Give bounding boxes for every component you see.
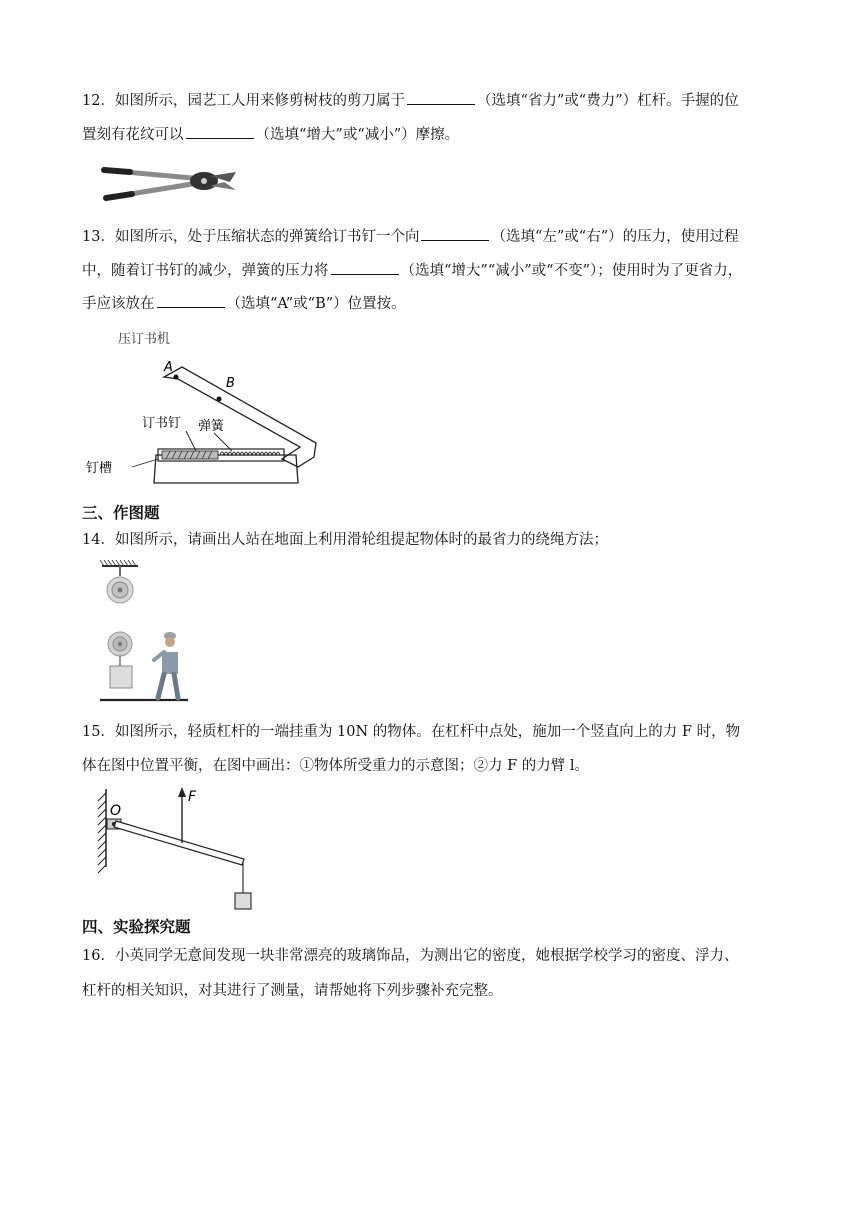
q13-text-3a: 手应该放在 (82, 296, 155, 312)
q12-text-2b: （选填“增大”或“减小”）摩擦。 (255, 127, 460, 143)
stapler-label-a: A (164, 360, 173, 375)
q13-line2 (82, 260, 742, 281)
q13-line3 (82, 293, 406, 314)
stapler-diagram (86, 355, 336, 490)
q13-text-2b: （选填“增大”“减小”或“不变”）；使用时为了更省力， (400, 263, 743, 279)
section-3-title: 三、作图题 (82, 504, 160, 522)
stapler-label-staple: 订书钉 (142, 416, 182, 431)
q12-blank-1 (407, 90, 475, 105)
q13-text-1a: 13．如图所示，处于压缩状态的弹簧给订书钉一个向 (82, 229, 420, 245)
q13-blank-2 (331, 260, 399, 275)
q16-line1: 16．小英同学无意间发现一块非常漂亮的玻璃饰品，为测出它的密度，她根据学校学习的密度、浮力、 (82, 948, 739, 964)
stapler-label-spring: 弹簧 (198, 419, 225, 434)
q12-text-1b: （选填“省力”或“费力”）杠杆。手握的位 (476, 93, 739, 109)
lever-label-o: O (110, 803, 122, 819)
q12-text-2a: 置刻有花纹可以 (82, 127, 184, 143)
q13-line1 (82, 226, 739, 247)
q13-text-1b: （选填“左”或“右”）的压力，使用过程 (491, 229, 739, 245)
stapler-label-slot: 钉槽 (86, 461, 113, 476)
section-4-title: 四、实验探究题 (82, 918, 191, 936)
q14-line1: 14．如图所示，请画出人站在地面上利用滑轮组提起物体时的最省力的绕绳方法； (82, 532, 608, 548)
q13-blank-1 (421, 226, 489, 241)
pruning-shears-image (100, 156, 240, 208)
q12-line1 (82, 90, 739, 111)
stapler-label-b: B (226, 376, 235, 391)
q13-text-3b: （选填“A”或“B”）位置按。 (226, 296, 406, 312)
q12-line2 (82, 124, 459, 145)
q16-line2: 杠杆的相关知识，对其进行了测量，请帮她将下列步骤补充完整。 (82, 983, 503, 999)
lever-diagram (94, 783, 264, 913)
q13-text-2a: 中，随着订书钉的减少，弹簧的压力将 (82, 263, 329, 279)
pulley-system-diagram (98, 560, 193, 706)
lever-label-f: F (188, 789, 197, 805)
q15-line2: 体在图中位置平衡，在图中画出：①物体所受重力的示意图；②力 F 的力臂 l。 (82, 758, 590, 774)
q12-blank-2 (186, 124, 254, 139)
q13-blank-3 (157, 293, 225, 308)
stapler-caption: 压订书机 (118, 332, 171, 347)
q15-line1: 15．如图所示，轻质杠杆的一端挂重为 10N 的物体。在杠杆中点处，施加一个竖直向上的力 F 时，物 (82, 724, 741, 740)
q12-text-1a: 12．如图所示，园艺工人用来修剪树枝的剪刀属于 (82, 93, 405, 109)
